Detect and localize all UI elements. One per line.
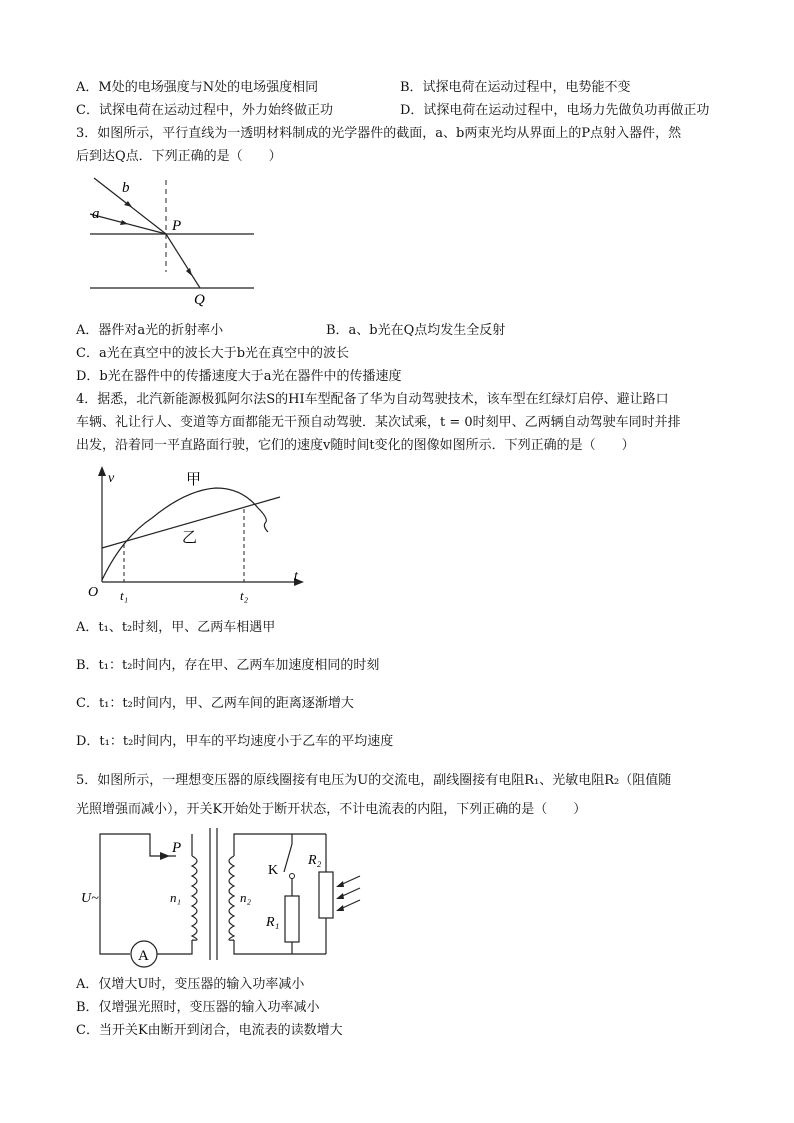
- q5-switch-k: [284, 844, 292, 872]
- q5-resistor-r1: [285, 896, 299, 942]
- q4-stem-line1: 4．据悉，北汽新能源极狐阿尔法S的HI车型配备了华为自动驾驶技术，该车型在红绿灯启停、避让路口: [76, 392, 669, 407]
- q4-option-d: D．t₁：t₂时间内，甲车的平均速度小于乙车的平均速度: [76, 734, 394, 749]
- q5-switch-contact: [290, 874, 295, 879]
- q4-vt-graph: [82, 460, 312, 610]
- q5-option-c: C．当开关K由断开到闭合，电流表的读数增大: [76, 1023, 343, 1038]
- q3-stem-line2: 后到达Q点．下列正确的是（ ）: [76, 149, 282, 164]
- q4-curve-jia-tail: [264, 522, 268, 532]
- q5-label-u: U~: [81, 891, 99, 906]
- q4-label-v: v: [108, 471, 115, 486]
- q4-label-t2: t₂: [240, 588, 249, 603]
- q3-option-b: B．a、b光在Q点均发生全反射: [326, 323, 506, 338]
- q5-label-k: K: [268, 863, 279, 878]
- q5-secondary-coil: [229, 856, 234, 940]
- q3-label-a: a: [92, 206, 100, 222]
- q4-stem-line2: 车辆、礼让行人、变道等方面都能无干预自动驾驶．某次试乘，t = 0时刻甲、乙两辆自动驾驶车同时并排: [76, 415, 681, 430]
- q3-option-d: D．b光在器件中的传播速度大于a光在器件中的传播速度: [76, 369, 402, 384]
- q5-primary-wire-bottom: [157, 940, 192, 954]
- q2-option-c: C．试探电荷在运动过程中，外力始终做正功: [76, 103, 333, 118]
- q5-label-n2: n₂: [240, 890, 252, 905]
- q4-option-a: A．t₁、t₂时刻，甲、乙两车相遇甲: [76, 620, 276, 635]
- q4-stem-line3: 出发，沿着同一平直路面行驶，它们的速度v随时间t变化的图像如图所示．下列正确的是（ ）: [76, 438, 635, 453]
- q5-transformer-circuit: [80, 826, 380, 976]
- q4-option-b: B．t₁：t₂时间内，存在甲、乙两车加速度相同的时刻: [76, 658, 380, 673]
- q3-option-a: A．器件对a光的折射率小: [76, 323, 224, 338]
- q5-primary-coil: [192, 856, 197, 940]
- q3-refracted-arrow: [186, 268, 192, 276]
- q3-optics-figure: [80, 170, 260, 310]
- q5-light-arrowhead-2: [336, 893, 344, 899]
- q2-option-b: B．试探电荷在运动过程中，电势能不变: [400, 80, 631, 95]
- q4-v-axis-arrow: [98, 466, 106, 476]
- q3-option-c: C．a光在真空中的波长大于b光在真空中的波长: [76, 346, 350, 361]
- q5-label-p: P: [172, 840, 182, 856]
- q4-label-t: t: [294, 569, 298, 584]
- q3-label-q: Q: [194, 292, 205, 308]
- q5-light-arrowhead-3: [336, 905, 344, 911]
- q3-stem-line1: 3．如图所示，平行直线为一透明材料制成的光学器件的截面，a、b两束光均从界面上的P点射入器件，然: [76, 126, 682, 141]
- q5-secondary-bottom-wire: [234, 940, 326, 954]
- q5-slider-p-arrow: [160, 852, 170, 860]
- q5-label-r1: R₁: [266, 915, 280, 930]
- q5-option-b: B．仅增强光照时，变压器的输入功率减小: [76, 1000, 320, 1015]
- q3-label-b: b: [122, 180, 130, 196]
- q4-label-jia: 甲: [186, 472, 202, 488]
- q2-option-d: D．试探电荷在运动过程中，电场力先做负功再做正功: [400, 103, 710, 118]
- q5-resistor-r2: [319, 872, 333, 918]
- q3-label-p: P: [172, 218, 182, 234]
- q4-label-t1: t₁: [120, 588, 129, 603]
- q5-primary-wire-left: [100, 834, 176, 954]
- q5-stem-line1: 5．如图所示，一理想变压器的原线圈接有电压为U的交流电，副线圈接有电阻R₁、光敏电阻R₂（阻值随: [76, 773, 672, 788]
- q5-stem-line2: 光照增强而减小），开关K开始处于断开状态，不计电流表的内阻，下列正确的是（ ）: [76, 802, 587, 817]
- q2-option-a: A．M处的电场强度与N处的电场强度相同: [76, 80, 319, 95]
- q5-light-arrowhead-1: [336, 881, 344, 887]
- q5-label-r2: R₂: [308, 853, 322, 868]
- q5-label-n1: n₁: [170, 890, 182, 905]
- q5-ammeter-label: A: [138, 948, 149, 964]
- q3-refracted-ray: [166, 234, 200, 288]
- q4-label-o: O: [88, 585, 99, 600]
- q4-option-c: C．t₁：t₂时间内，甲、乙两车间的距离逐渐增大: [76, 696, 354, 711]
- q5-option-a: A．仅增大U时，变压器的输入功率减小: [76, 977, 305, 992]
- q4-label-yi: 乙: [182, 530, 198, 546]
